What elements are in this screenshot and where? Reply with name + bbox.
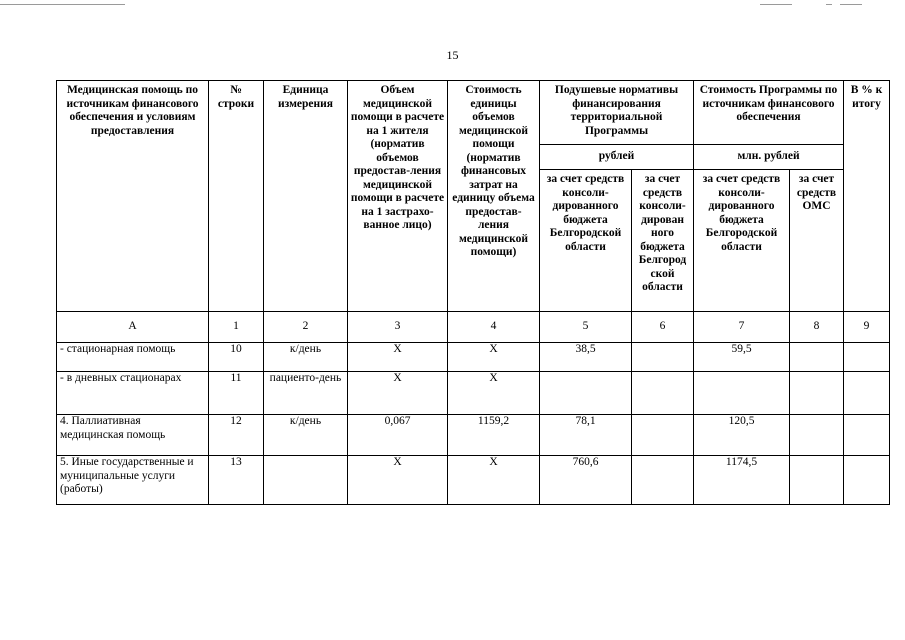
row-percent bbox=[844, 372, 890, 415]
row-program-cost-budget bbox=[694, 372, 790, 415]
row-line-number: 13 bbox=[209, 456, 264, 505]
scan-artifact-line bbox=[826, 4, 832, 5]
row-percent bbox=[844, 343, 890, 372]
header-consolidated-budget-per-capita: за счет средств консоли-дированного бюджета Белгородской области bbox=[540, 170, 632, 312]
header-consolidated-budget-cost: за счет средств консоли-дированного бюджета Белгородской области bbox=[694, 170, 790, 312]
column-number: 9 bbox=[844, 312, 890, 343]
row-unit-cost: Х bbox=[448, 343, 540, 372]
row-program-cost-oms bbox=[790, 343, 844, 372]
row-line-number: 11 bbox=[209, 372, 264, 415]
header-per-capita-standards: Подушевые нормативы финансирования территориальной Программы bbox=[540, 81, 694, 145]
row-per-capita-budget: 760,6 bbox=[540, 456, 632, 505]
header-program-cost: Стоимость Программы по источникам финансового обеспечения bbox=[694, 81, 844, 145]
row-per-capita-budget-alt bbox=[632, 372, 694, 415]
header-volume-per-resident: Объем медицинской помощи в расчете на 1 жителя (норматив объемов предостав-ления медицинской помощи в расчете на 1 застрахо-ванное лицо) bbox=[348, 81, 448, 312]
row-unit: к/день bbox=[264, 343, 348, 372]
row-unit-cost: Х bbox=[448, 456, 540, 505]
row-program-cost-oms bbox=[790, 456, 844, 505]
row-program-cost-budget: 59,5 bbox=[694, 343, 790, 372]
row-volume: 0,067 bbox=[348, 415, 448, 456]
column-number: 4 bbox=[448, 312, 540, 343]
row-label: 4. Паллиативная медицинская помощь bbox=[57, 415, 209, 456]
page-number: 15 bbox=[446, 48, 459, 62]
row-per-capita-budget bbox=[540, 372, 632, 415]
row-per-capita-budget-alt bbox=[632, 343, 694, 372]
header-line-number: № строки bbox=[209, 81, 264, 312]
row-unit: к/день bbox=[264, 415, 348, 456]
row-per-capita-budget: 78,1 bbox=[540, 415, 632, 456]
header-consolidated-budget-per-capita-alt: за счет средств консоли-дирован ного бюджета Белгород ской области bbox=[632, 170, 694, 312]
column-number: А bbox=[57, 312, 209, 343]
row-label: 5. Иные государственные и муниципальные услуги (работы) bbox=[57, 456, 209, 505]
table-row bbox=[57, 372, 890, 415]
row-program-cost-oms bbox=[790, 415, 844, 456]
header-care-type: Медицинская помощь по источникам финансового обеспечения и условиям предоставления bbox=[57, 81, 209, 312]
row-volume: Х bbox=[348, 372, 448, 415]
header-percent-of-total: В % к итогу bbox=[844, 81, 890, 312]
row-unit bbox=[264, 456, 348, 505]
scan-artifact-line bbox=[0, 4, 125, 5]
column-number: 2 bbox=[264, 312, 348, 343]
medical-care-funding-table bbox=[56, 80, 890, 505]
row-volume: Х bbox=[348, 343, 448, 372]
column-number: 6 bbox=[632, 312, 694, 343]
table-row bbox=[57, 456, 890, 505]
row-line-number: 12 bbox=[209, 415, 264, 456]
row-per-capita-budget-alt bbox=[632, 415, 694, 456]
row-percent bbox=[844, 456, 890, 505]
row-program-cost-budget: 1174,5 bbox=[694, 456, 790, 505]
header-unit-rubles: рублей bbox=[540, 145, 694, 170]
column-number: 3 bbox=[348, 312, 448, 343]
row-volume: Х bbox=[348, 456, 448, 505]
header-oms-funds: за счет средств ОМС bbox=[790, 170, 844, 312]
row-line-number: 10 bbox=[209, 343, 264, 372]
row-unit: пациенто-день bbox=[264, 372, 348, 415]
header-unit-mln-rubles: млн. рублей bbox=[694, 145, 844, 170]
column-number: 5 bbox=[540, 312, 632, 343]
row-unit-cost: Х bbox=[448, 372, 540, 415]
header-unit-cost: Стоимость единицы объемов медицинской помощи (норматив финансовых затрат на единицу объема предостав-ления медицинской помощи) bbox=[448, 81, 540, 312]
scan-artifact-line bbox=[840, 4, 862, 5]
column-number: 7 bbox=[694, 312, 790, 343]
row-label: - стационарная помощь bbox=[57, 343, 209, 372]
table-row bbox=[57, 343, 890, 372]
column-number: 1 bbox=[209, 312, 264, 343]
row-percent bbox=[844, 415, 890, 456]
header-unit: Единица измерения bbox=[264, 81, 348, 312]
column-numbers-row bbox=[57, 312, 890, 343]
row-per-capita-budget-alt bbox=[632, 456, 694, 505]
scan-artifact-line bbox=[760, 4, 792, 5]
column-number: 8 bbox=[790, 312, 844, 343]
table-row bbox=[57, 415, 890, 456]
row-program-cost-oms bbox=[790, 372, 844, 415]
row-program-cost-budget: 120,5 bbox=[694, 415, 790, 456]
row-unit-cost: 1159,2 bbox=[448, 415, 540, 456]
row-per-capita-budget: 38,5 bbox=[540, 343, 632, 372]
row-label: - в дневных стационарах bbox=[57, 372, 209, 415]
